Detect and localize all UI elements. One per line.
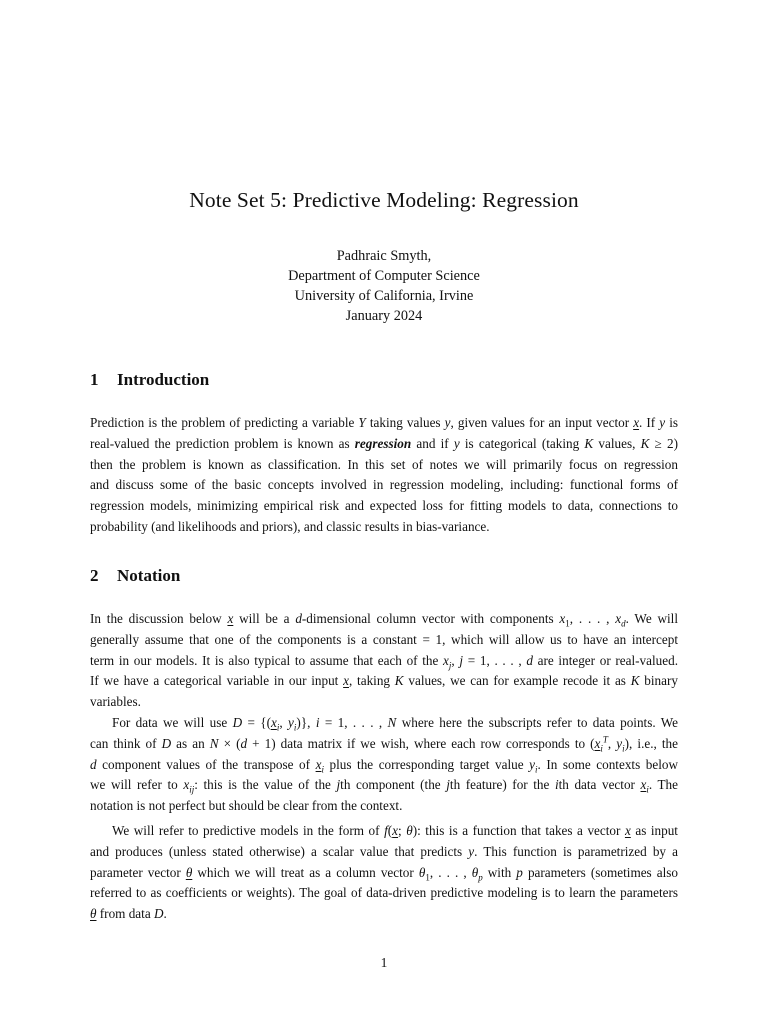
paragraph-notation-2 <box>90 713 678 817</box>
text-line: term in our models. It is also typical to assume that each of the $x_j$, j = 1, . . . , d are integer or real-valued. <box>90 652 678 671</box>
text-line: In the discussion below x will be a d-dimensional column vector with components $x_1$, . . . , $x_d$. We will <box>90 611 678 629</box>
text-line: variables. <box>90 694 141 710</box>
text-line: and discuss some of the basic concepts involved in regression modeling, including: functional forms of <box>90 477 678 493</box>
text-line: We will refer to predictive models in the form of f(x; θ): this is a function that takes a vector x as input <box>112 823 678 838</box>
author-university: University of California, Irvine <box>294 288 474 304</box>
text-line: can think of D as an N × (d + 1) data matrix if we wish, where each row corresponds to ($x_i^T$, $y_i$), i.e., the <box>90 734 678 754</box>
text-line: notation is not perfect but should be clear from the context. <box>90 798 403 814</box>
text-line: referred to as coefficients or weights). The goal of data-driven predictive modeling is to learn the parameters <box>90 885 678 901</box>
text-line: real-valued the prediction problem is known as regression and if y is categorical (taking K values, K ≥ 2) <box>90 435 678 451</box>
text-line: generally assume that one of the components is a constant = 1, which will allow us to have an intercept <box>90 631 678 647</box>
paragraph-notation-3 <box>90 821 678 925</box>
page-title: Note Set 5: Predictive Modeling: Regression <box>189 188 579 212</box>
text-line: we will refer to $x_{ij}$: this is the value of the jth component (the jth feature) for the ith data vector $x_i$. The <box>90 777 679 796</box>
text-line: For data we will use $D = \{(x_i$, $y_i$)}, i = 1, . . . , N where here the subscripts refer to data points. We <box>112 715 679 733</box>
text-line: Prediction is the problem of predicting a variable Y taking values y, given values for an input vector x. If y is <box>90 415 679 430</box>
author-name: Padhraic Smyth, <box>336 248 432 264</box>
paragraph-introduction <box>90 413 678 538</box>
document-date: January 2024 <box>345 308 423 324</box>
page-number: 1 <box>380 955 388 970</box>
text-line: then the problem is known as classification. In this set of notes we will primarily focus on regression <box>90 456 678 472</box>
section-number: 2 <box>90 566 99 585</box>
paragraph-notation-1 <box>90 609 678 713</box>
author-department: Department of Computer Science <box>288 268 480 284</box>
section-title: Notation <box>117 566 181 585</box>
text-line: probability (and likelihoods and priors), and classic results in bias-variance. <box>90 518 490 534</box>
section-number: 1 <box>90 370 99 389</box>
text-line: d component values of the transpose of $x_i$ plus the corresponding target value $y_i$. In some contexts below <box>90 756 678 775</box>
section-heading-introduction <box>90 370 209 390</box>
author-block <box>0 246 768 326</box>
text-line: If we have a categorical variable in our input x, taking K values, we can for example recode it as K binary <box>90 673 678 689</box>
section-title: Introduction <box>117 370 210 389</box>
text-line: θ from data D. <box>90 906 167 922</box>
section-heading-notation <box>90 566 180 586</box>
text-line: and produces (unless stated otherwise) a scalar value that predicts y. This function is parametrized by a <box>90 843 678 859</box>
text-line: regression models, minimizing empirical risk and expected loss for fitting models to data, connections to <box>90 498 678 514</box>
text-line: parameter vector θ which we will treat as a column vector $\theta_1$, . . . , $\theta_p$ with p parameters (sometimes also <box>90 864 678 883</box>
